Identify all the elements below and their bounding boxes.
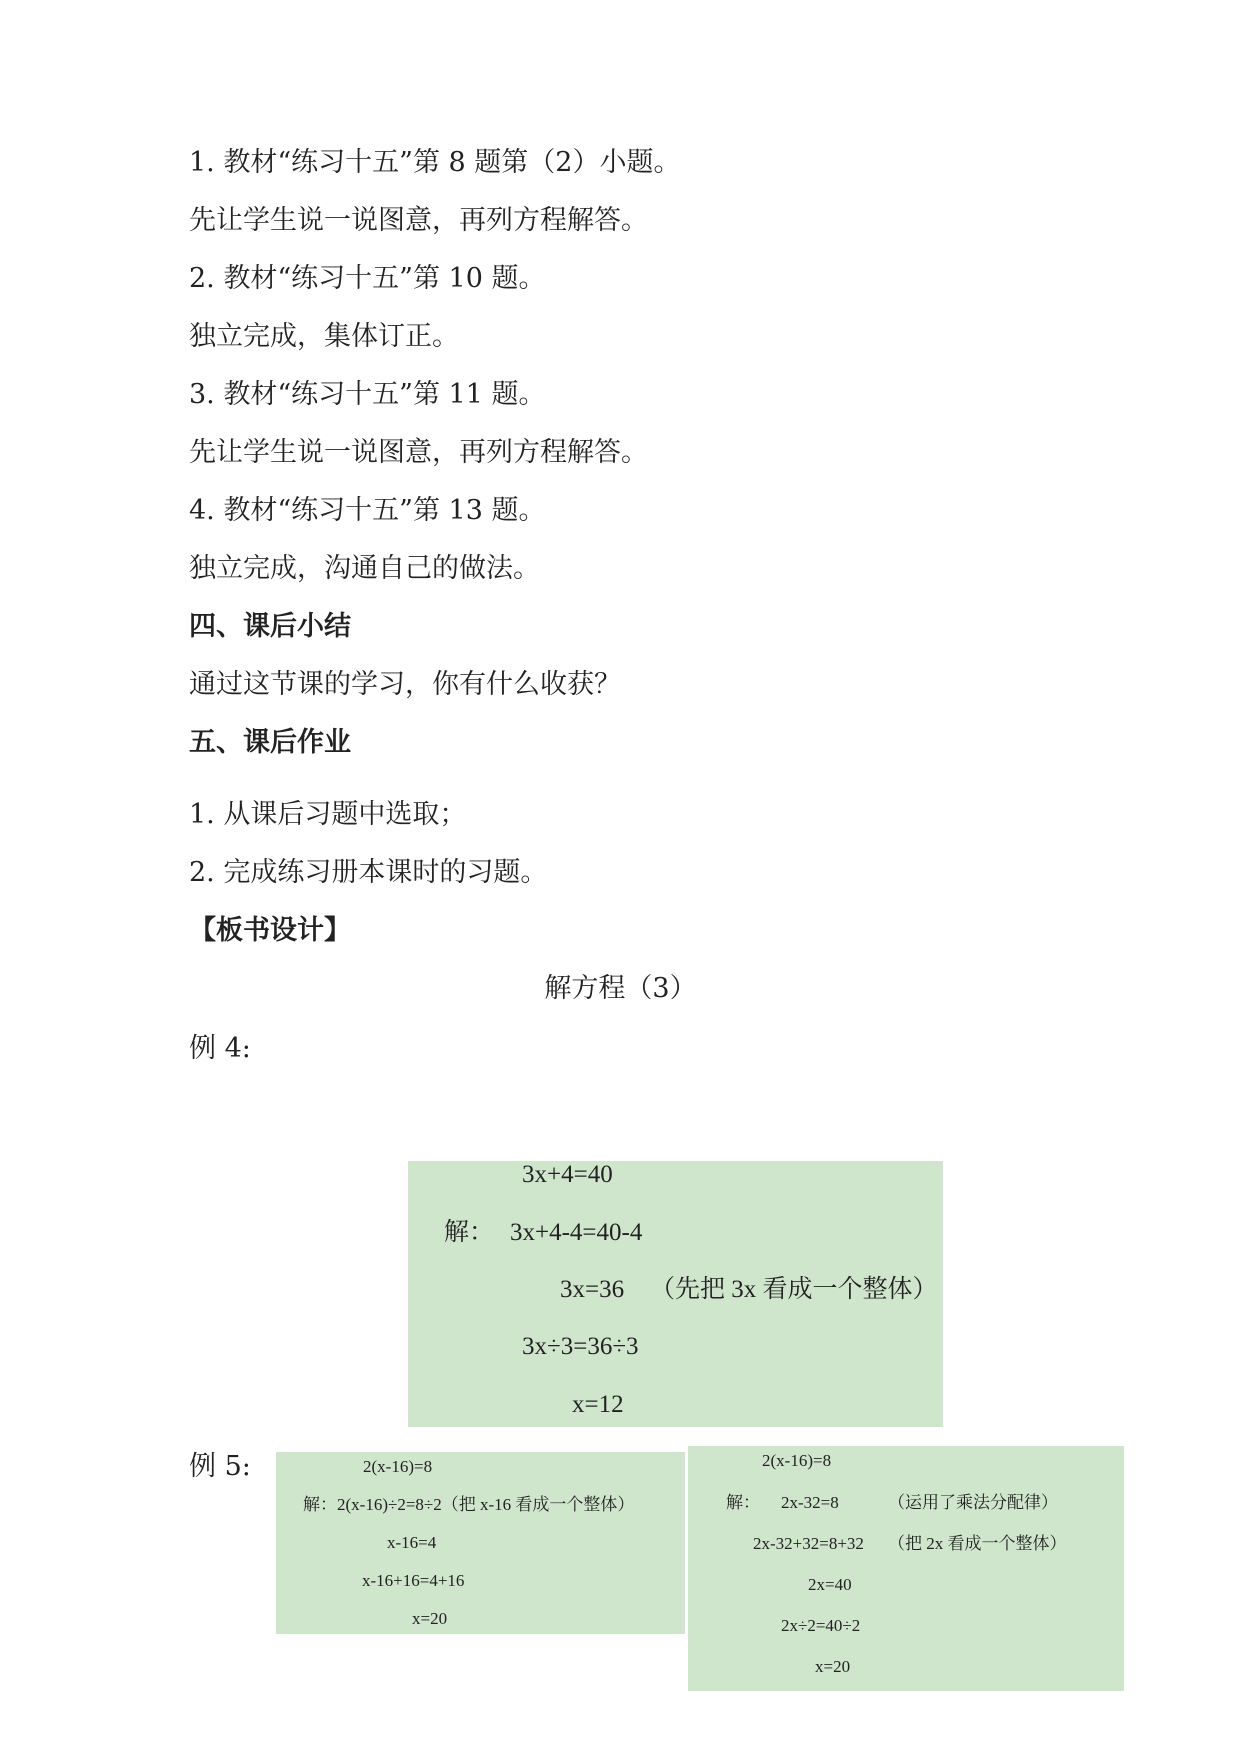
method-1-step-1: 解：2(x-16)÷2=8÷2（把 x-16 看成一个整体） [303,1495,635,1514]
board-title: 解方程（3） [544,973,697,1004]
example-4-label: 例 4: [189,1033,251,1064]
method-2-answer: x=20 [815,1657,851,1676]
section-5-heading: 五、课后作业 [189,727,351,758]
exercise-2-note: 独立完成，集体订正。 [189,321,459,352]
method-2-step-1-note: （运用了乘法分配律） [888,1493,1058,1512]
method-2-equation: 2(x-16)=8 [762,1451,832,1470]
method-1-step-3: x-16+16=4+16 [362,1571,465,1590]
example-4-step-2: 3x=36 [560,1276,625,1303]
example-5-label: 例 5: [189,1451,251,1482]
method-2-step-1: 2x-32=8 [781,1493,839,1512]
homework-item-2: 2. 完成练习册本课时的习题。 [189,857,548,888]
method-2-step-3: 2x=40 [808,1575,852,1594]
example-4-step-2-note: （先把 3x 看成一个整体） [650,1276,938,1303]
example-5-method-2-box [688,1446,1124,1691]
example-4-box [408,1161,943,1427]
exercise-2-line: 2. 教材“练习十五”第 10 题。 [189,263,546,294]
example-4-solve-label: 解： [444,1219,495,1246]
example-4-step-3: 3x÷3=36÷3 [522,1333,639,1360]
exercise-1-line: 1. 教材“练习十五”第 8 题第（2）小题。 [189,147,681,178]
section-4-text: 通过这节课的学习，你有什么收获？ [189,669,621,700]
exercise-1-note: 先让学生说一说图意，再列方程解答。 [189,205,648,236]
method-1-equation: 2(x-16)=8 [363,1457,433,1476]
example-5-method-1-box [276,1452,685,1634]
method-2-step-2: 2x-32+32=8+32 [753,1534,864,1553]
example-4-step-1: 3x+4-4=40-4 [510,1219,643,1246]
method-2-step-4: 2x÷2=40÷2 [781,1616,861,1635]
method-1-step-2: x-16=4 [387,1533,437,1552]
method-2-solve-label: 解： [726,1493,760,1512]
homework-item-1: 1. 从课后习题中选取； [189,799,467,830]
example-4-answer: x=12 [572,1391,624,1418]
exercise-3-line: 3. 教材“练习十五”第 11 题。 [189,379,546,410]
exercise-3-note: 先让学生说一说图意，再列方程解答。 [189,437,648,468]
section-4-heading: 四、课后小结 [189,611,351,642]
exercise-4-line: 4. 教材“练习十五”第 13 题。 [189,495,546,526]
example-4-equation: 3x+4=40 [522,1161,613,1188]
method-1-answer: x=20 [412,1609,448,1628]
method-2-step-2-note: （把 2x 看成一个整体） [888,1534,1067,1553]
board-design-heading: 【板书设计】 [189,915,351,946]
exercise-4-note: 独立完成，沟通自己的做法。 [189,553,540,584]
